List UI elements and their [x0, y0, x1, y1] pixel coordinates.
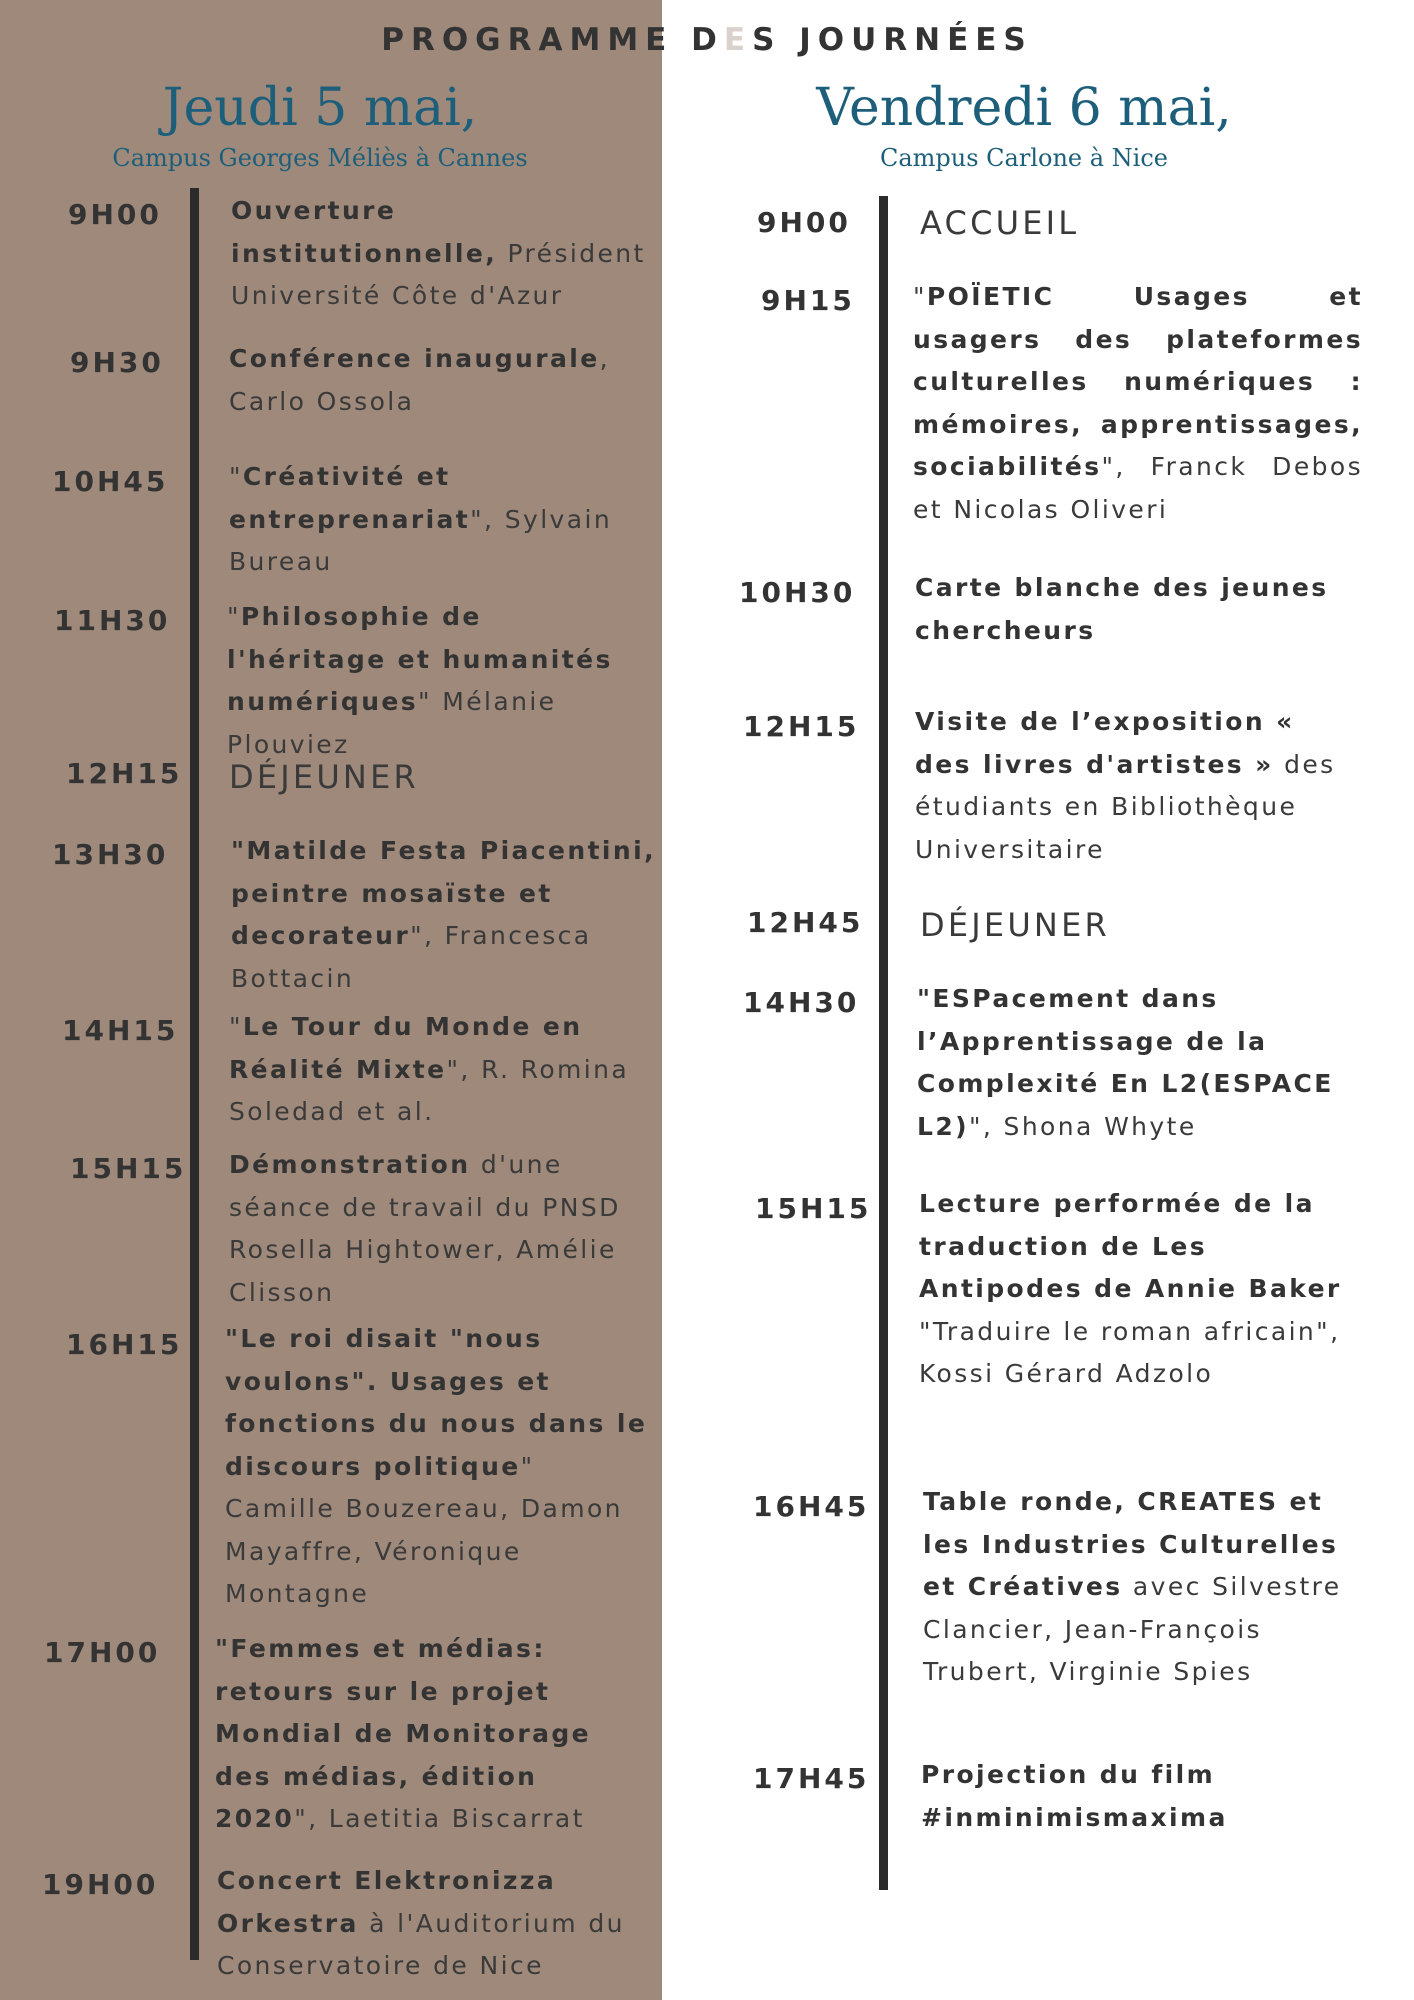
day1-time: 11H30 — [54, 604, 171, 637]
day2-timeline-bar — [879, 196, 888, 1890]
day1-session-title: Démonstration d'une séance de travail du PNSD Rosella Hightower, Amélie Clisson — [229, 1150, 621, 1307]
day1-time: 14H15 — [62, 1014, 179, 1047]
day2-welcome: ACCUEIL — [920, 204, 1080, 242]
day1-time: 13H30 — [52, 838, 169, 871]
day1-session-title: "Matilde Festa Piacentini, peintre mosaïste et decorateur", Francesca Bottacin — [231, 836, 656, 993]
day1-lunch: DÉJEUNER — [229, 758, 419, 796]
day2-venue: Campus Carlone à Nice — [879, 144, 1168, 172]
page-title: PROGRAMME DES JOURNÉES — [381, 22, 1033, 58]
day1-time: 10H45 — [52, 465, 169, 498]
day2-time: 16H45 — [753, 1490, 870, 1523]
day2-session-title: Carte blanche des jeunes chercheurs — [915, 573, 1329, 645]
day1-venue: Campus Georges Méliès à Cannes — [112, 144, 528, 172]
day1-session-title: "Femmes et médias: retours sur le projet Mondial de Monitorage des médias, édition 2020", Laetitia Biscarrat — [215, 1634, 592, 1833]
day1-session-title: "Le roi disait "nous voulons". Usages et fonctions du nous dans le discours politique" Camille Bouzereau, Damon Mayaffre, Véronique Montagne — [225, 1324, 648, 1608]
day2-title: Vendredi 6 mai, — [816, 78, 1232, 138]
day1-time: 15H15 — [70, 1152, 187, 1185]
day2-lunch: DÉJEUNER — [920, 906, 1110, 944]
day1-time: 9H00 — [68, 198, 162, 231]
day1-time: 16H15 — [66, 1328, 183, 1361]
day2-session-title: Table ronde, CREATES et les Industries Culturelles et Créatives avec Silvestre Clancier, Jean-François Trubert, Virginie Spies — [923, 1487, 1342, 1686]
day1-session-title: "Créativité et entreprenariat", Sylvain Bureau — [229, 462, 613, 576]
day2-time: 14H30 — [743, 986, 860, 1019]
day2-time: 15H15 — [755, 1192, 872, 1225]
day2-session-title: Visite de l’exposition « des livres d'artistes » des étudiants en Bibliothèque Universitaire — [915, 707, 1336, 864]
day1-session-title: "Philosophie de l'héritage et humanités numériques" Mélanie Plouviez — [227, 602, 613, 759]
day1-time: 19H00 — [42, 1868, 159, 1901]
day1-session-title: Concert Elektronizza Orkestra à l'Auditorium du Conservatoire de Nice — [217, 1866, 625, 1980]
day2-time: 12H15 — [743, 710, 860, 743]
day2-session-title: Lecture performée de la traduction de Les Antipodes de Annie Baker "Traduire le roman africain", Kossi Gérard Adzolo — [919, 1189, 1342, 1388]
day2-session-title: "ESPacement dans l’Apprentissage de la Complexité En L2(ESPACE L2)", Shona Whyte — [917, 984, 1334, 1141]
day2-time: 9H15 — [761, 284, 855, 317]
day2-time: 9H00 — [757, 206, 851, 239]
day2-time: 10H30 — [739, 576, 856, 609]
day1-session-title: "Le Tour du Monde en Réalité Mixte", R. Romina Soledad et al. — [229, 1012, 630, 1126]
day2-time: 12H45 — [747, 906, 864, 939]
day1-timeline-bar — [190, 188, 199, 1960]
day2-time: 17H45 — [753, 1762, 870, 1795]
day1-time: 9H30 — [70, 346, 164, 379]
day1-session-title: Conférence inaugurale, Carlo Ossola — [229, 344, 610, 416]
day1-time: 17H00 — [44, 1636, 161, 1669]
day1-session-title: Ouverture institutionnelle, Président Université Côte d'Azur — [231, 196, 646, 310]
day1-title: Jeudi 5 mai, — [162, 78, 478, 138]
day2-session-title: Projection du film #inminimismaxima — [921, 1760, 1228, 1832]
day1-time: 12H15 — [66, 757, 183, 790]
day2-session-title: "POÏETIC Usages et usagers des plateformes culturelles numériques : mémoires, apprentissages, sociabilités", Franck Debos et Nicolas Oliveri — [913, 282, 1363, 524]
